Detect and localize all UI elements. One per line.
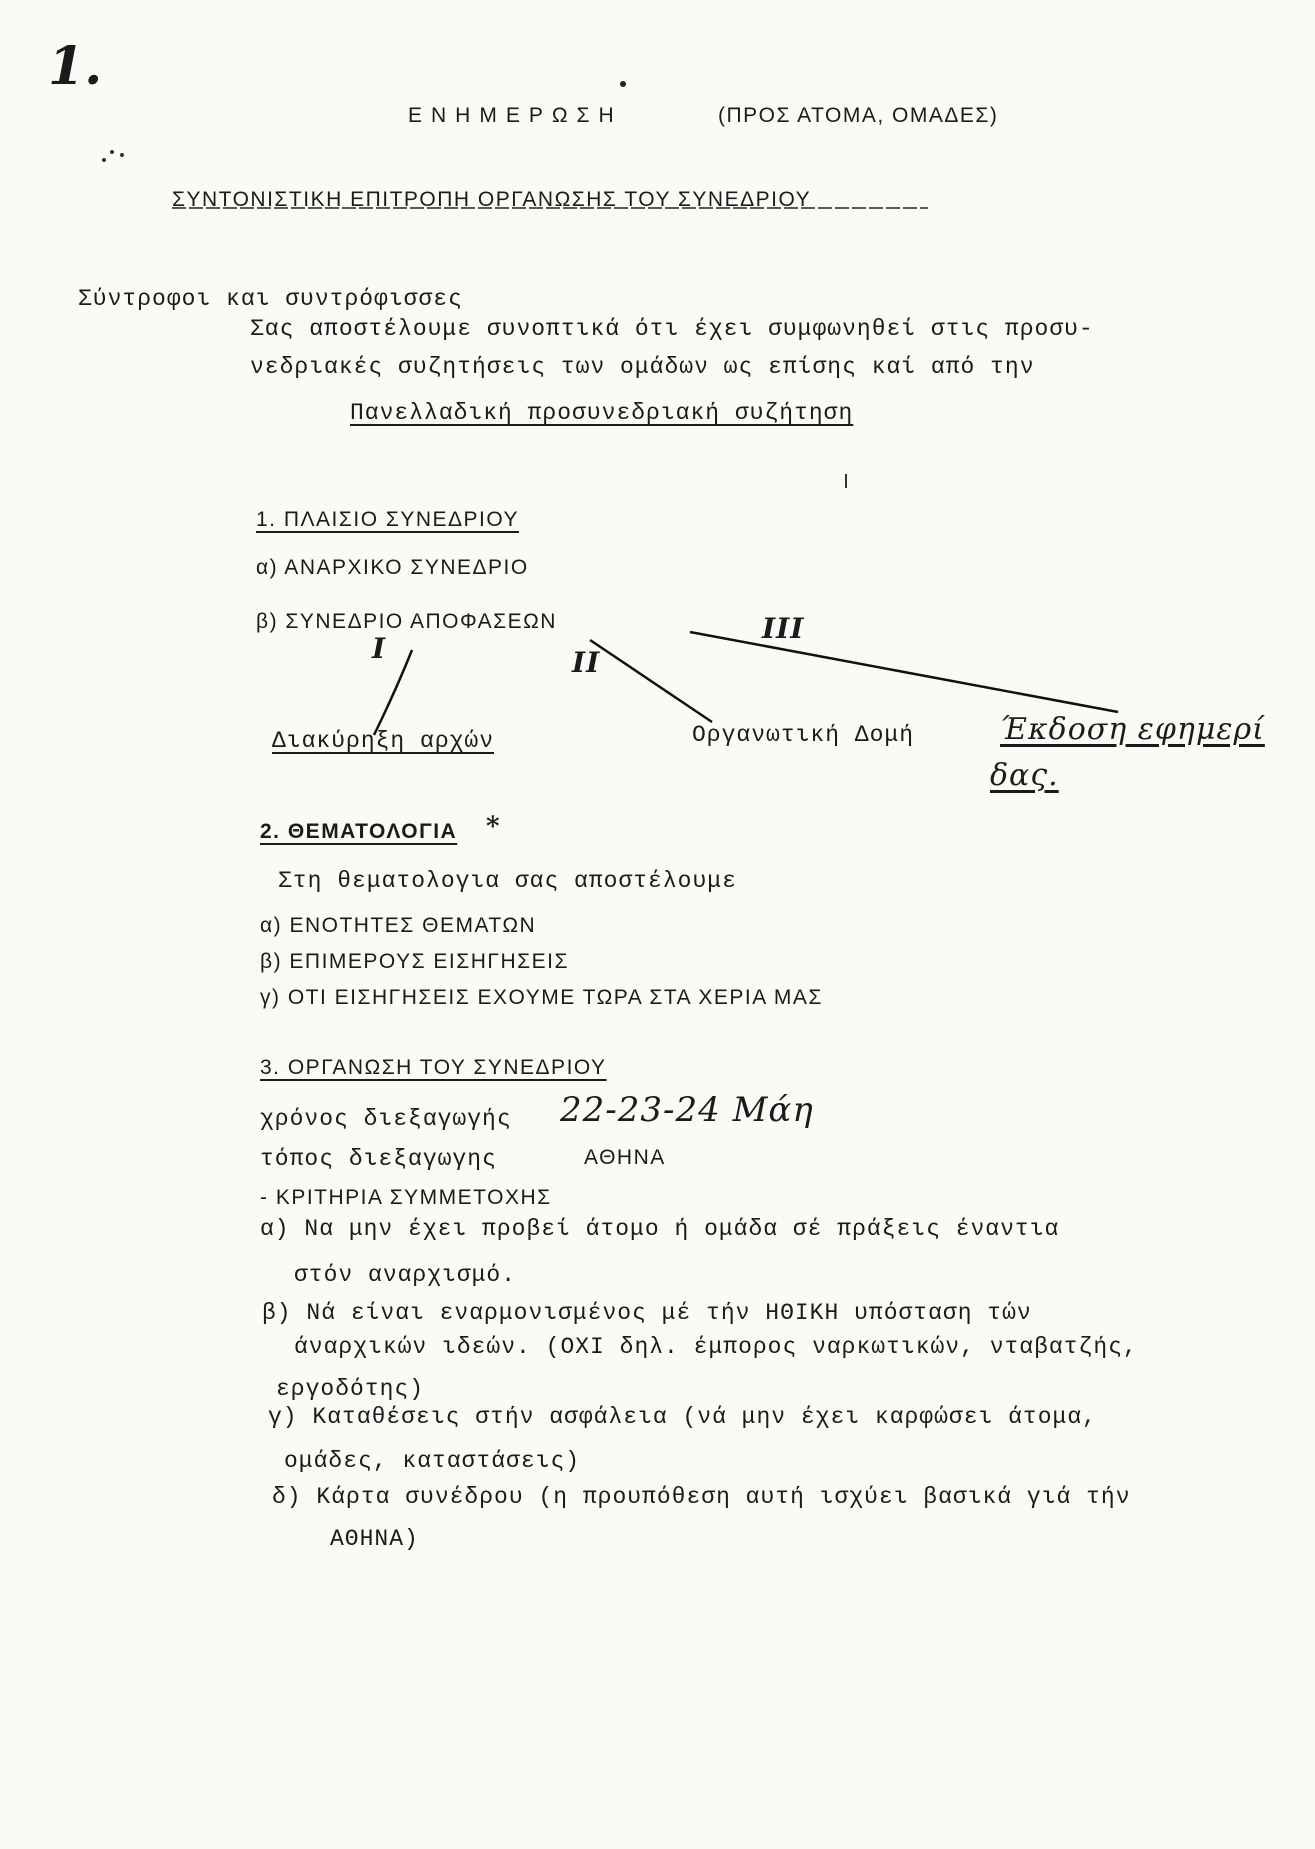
section1-heading: 1. ΠΛΑΙΣΙΟ ΣΥΝΕΔΡΙΟΥ — [256, 508, 520, 531]
section2-item-a: α) ΕΝΟΤΗΤΕΣ ΘΕΜΑΤΩΝ — [260, 914, 537, 937]
place-value: ΑΘΗΝΑ — [584, 1146, 666, 1169]
page-number-mark: 1. — [48, 36, 103, 97]
time-label: χρόνος διεξαγωγής — [260, 1106, 512, 1132]
ink-dot — [620, 81, 626, 87]
section2-item-b: β) ΕΠΙΜΕΡΟΥΣ ΕΙΣΗΓΗΣΕΙΣ — [260, 950, 569, 973]
branch-line-2 — [590, 640, 712, 722]
section2-intro: Στη θεματολογια σας αποστέλουμε — [278, 868, 737, 894]
committee-title: ΣΥΝΤΟΝΙΣΤΙΚΗ ΕΠΙΤΡΟΠΗ ΟΡΓΑΝΩΣΗΣ ΤΟΥ ΣΥΝΕΔΡΙΟΥ — [172, 188, 812, 211]
section2-item-c: γ) ΟΤΙ ΕΙΣΗΓΗΣΕΙΣ ΕΧΟΥΜΕ ΤΩΡΑ ΣΤΑ ΧΕΡΙΑ ΜΑΣ — [260, 986, 823, 1009]
section2-asterisk: * — [486, 812, 501, 842]
header-subtitle: (ΠΡΟΣ ΑΤΟΜΑ, ΟΜΑΔΕΣ) — [718, 104, 999, 127]
branch-line-3 — [690, 632, 1118, 712]
place-label: τόπος διεξαγωγης — [260, 1146, 497, 1172]
section2-heading: 2. ΘΕΜΑΤΟΛΟΓΙΑ — [260, 820, 458, 843]
ink-dot — [120, 153, 124, 157]
ink-dot — [102, 158, 106, 162]
criteria-line-2: στόν αναρχισμό. — [294, 1262, 517, 1288]
section1-item-a: α) ΑΝΑΡΧΙΚΟ ΣΥΝΕΔΡΙΟ — [256, 556, 529, 579]
roman-numeral-3: III — [762, 612, 805, 645]
branch-1-label: Διακύρηξη αρχών — [272, 728, 495, 754]
roman-numeral-2: II — [572, 646, 601, 679]
intro-line-3: Πανελλαδική προσυνεδριακή συζήτηση — [350, 400, 854, 426]
section1-item-b: β) ΣΥΝΕΔΡΙΟ ΑΠΟΦΑΣΕΩΝ — [256, 610, 557, 633]
criteria-line-5: εργοδότης) — [276, 1376, 425, 1402]
section3-heading: 3. ΟΡΓΑΝΩΣΗ ΤΟΥ ΣΥΝΕΔΡΙΟΥ — [260, 1056, 607, 1079]
time-value: 22-23-24 Μάη — [560, 1090, 814, 1130]
intro-line-2: νεδριακές συζητήσεις των ομάδων ως επίσης καί από την — [250, 354, 1035, 380]
branch-2-label: Οργανωτική Δομή — [692, 722, 915, 748]
roman-numeral-1: I — [372, 632, 387, 665]
criteria-line-7: ομάδες, καταστάσεις) — [284, 1448, 581, 1474]
criteria-line-1: α) Να μην έχει προβεί άτομο ή ομάδα σέ πράξεις έναντια — [260, 1216, 1060, 1242]
criteria-heading: - ΚΡΙΤΗΡΙΑ ΣΥΜΜΕΤΟΧΗΣ — [260, 1186, 552, 1209]
criteria-line-8: δ) Κάρτα συνέδρου (η προυπόθεση αυτή ισχύει βασικά γιά τήν — [272, 1484, 1131, 1510]
intro-line-1: Σας αποστέλουμε συνοπτικά ότι έχει συμφωνηθεί στις προσυ- — [250, 316, 1094, 342]
ink-dot — [110, 150, 114, 154]
criteria-line-4: άναρχικών ιδεών. (ΟΧΙ δηλ. έμπορος ναρκωτικών, νταβατζής, — [294, 1334, 1138, 1360]
criteria-line-6: γ) Καταθέσεις στήν ασφάλεια (νά μην έχει καρφώσει άτομα, — [268, 1404, 1097, 1430]
salutation: Σύντροφοι και συντρόφισσες — [78, 286, 463, 312]
header-title: ΕΝΗΜΕΡΩΣΗ — [408, 104, 623, 127]
criteria-line-3: β) Νά είναι εναρμονισμένος μέ τήν ΗΘΙΚΗ υπόσταση τών — [262, 1300, 1032, 1326]
criteria-line-9: ΑΘΗΝΑ) — [330, 1526, 419, 1552]
branch-3-label-line2: δας. — [990, 758, 1059, 793]
branch-3-label-line1: Έκδοση εφημερί — [1000, 712, 1265, 747]
